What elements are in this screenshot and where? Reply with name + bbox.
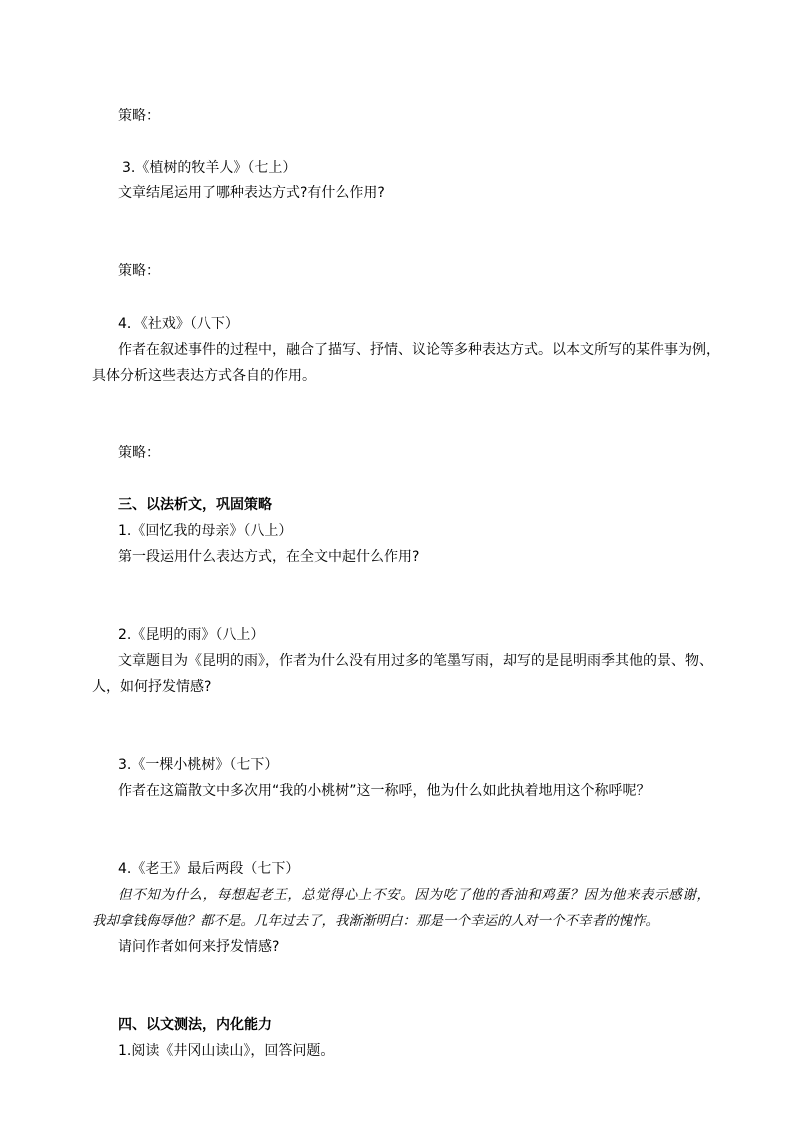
item-title-shexi: 4．《社戏》（八下） [118,316,239,332]
quote-laowang-line2: 我却拿钱侮辱他？都不是。几年过去了，我渐渐明白：那是一个幸运的人对一个不幸者的愧怍。 [92,913,659,929]
item-title-zhishu: 3.《植树的牧羊人》（七上） [122,160,297,176]
question-shexi-line2: 具体分析这些表达方式各自的作用。 [92,368,316,384]
strategy-label-2: 策略： [118,263,160,279]
question-shexi-line1: 作者在叙述事件的过程中，融合了描写、抒情、议论等多种表达方式。以本文所写的某件事为例， [118,342,720,358]
section-heading-4: 四、以文测法，内化能力 [118,1017,272,1033]
section-heading-3: 三、以法析文，巩固策略 [118,497,272,513]
item-title-jinggangshan: 1.阅读《井冈山读山》，回答问题。 [118,1043,335,1059]
question-muqin: 第一段运用什么表达方式，在全文中起什么作用? [118,549,420,565]
question-kunming-line2: 人，如何抒发情感? [92,679,212,695]
strategy-label-1: 策略： [118,108,160,124]
item-title-laowang: 4.《老王》最后两段（七下） [118,861,300,877]
question-kunming-line1: 文章题目为《昆明的雨》，作者为什么没有用过多的笔墨写雨，却写的是昆明雨季其他的景、物、 [118,653,713,669]
quote-laowang-line1: 但不知为什么，每想起老王，总觉得心上不安。因为吃了他的香油和鸡蛋？因为他来表示感谢， [118,887,710,903]
strategy-label-3: 策略： [118,445,160,461]
item-title-kunming: 2.《昆明的雨》（八上） [118,627,265,643]
item-title-taoshu: 3.《一棵小桃树》（七下） [118,757,279,773]
item-title-muqin: 1.《回忆我的母亲》（八上） [118,523,293,539]
question-laowang: 请问作者如何来抒发情感? [118,939,280,955]
question-taoshu: 作者在这篇散文中多次用“我的小桃树”这一称呼，他为什么如此执着地用这个称呼呢？ [118,783,651,799]
question-zhishu: 文章结尾运用了哪种表达方式?有什么作用? [118,185,385,201]
